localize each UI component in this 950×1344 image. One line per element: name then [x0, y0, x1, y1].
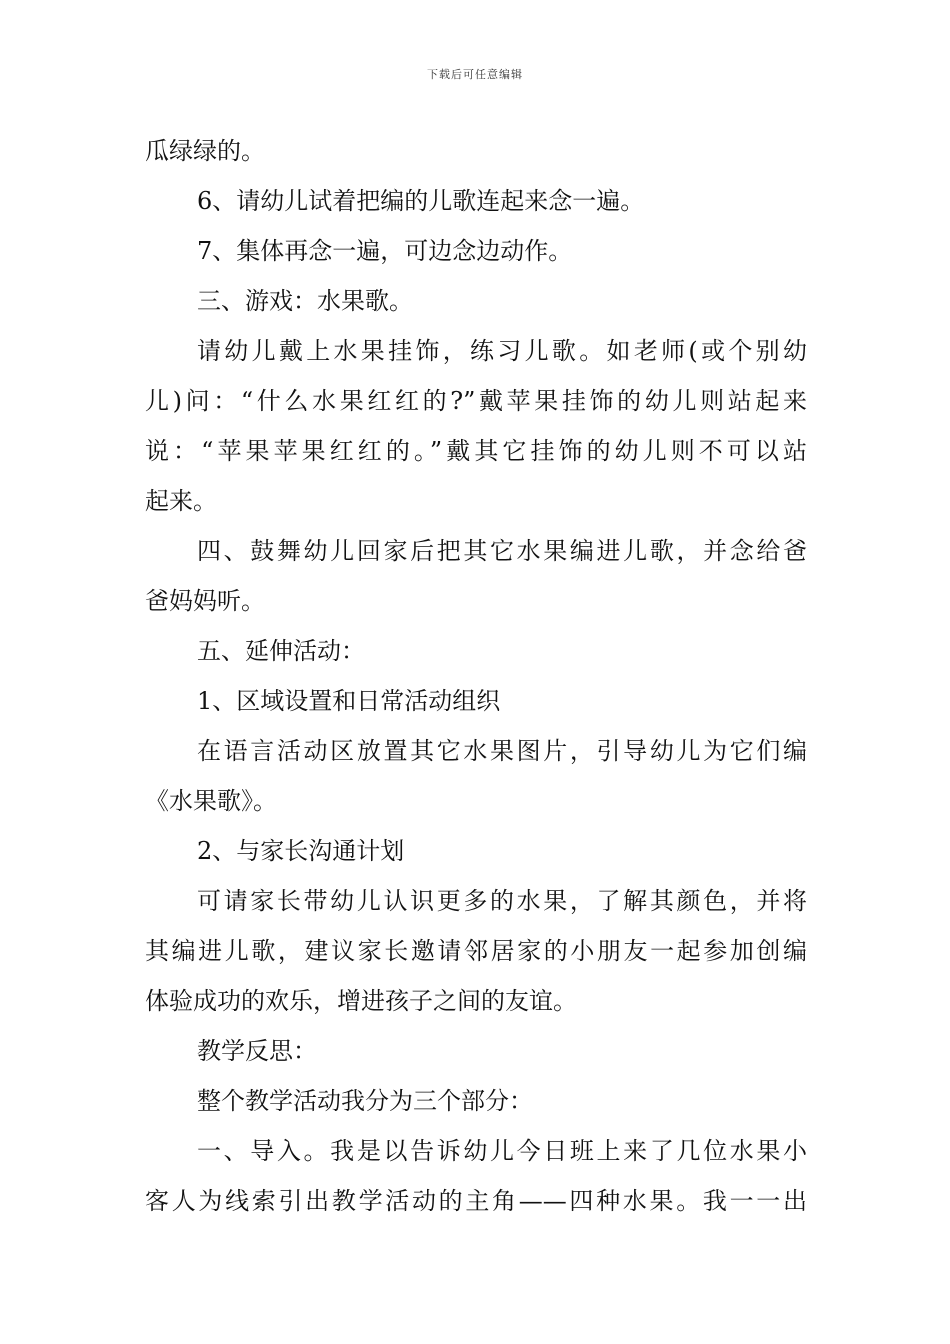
- text-line: 爸妈妈听。: [145, 587, 265, 615]
- text-line: 三、游戏：水果歌。: [197, 287, 413, 315]
- text-line: 整个教学活动我分为三个部分：: [197, 1087, 533, 1115]
- text-line: 可请家长带幼儿认识更多的水果，了解其颜色，并将: [197, 887, 807, 915]
- text-line: 儿)问：“什么水果红红的?”戴苹果挂饰的幼儿则站起来: [145, 387, 807, 415]
- text-line: 说：“苹果苹果红红的。”戴其它挂饰的幼儿则不可以站: [145, 437, 807, 465]
- text-line: 起来。: [145, 487, 217, 515]
- text-line: 教学反思：: [197, 1037, 317, 1065]
- document-body: [145, 126, 807, 1226]
- text-line: 瓜绿绿的。: [145, 137, 265, 165]
- text-line: 客人为线索引出教学活动的主角——四种水果。我一一出: [145, 1187, 807, 1215]
- text-line: 一、导入。我是以告诉幼儿今日班上来了几位水果小: [197, 1137, 807, 1165]
- text-line: 2、与家长沟通计划: [197, 837, 405, 865]
- text-line: 体验成功的欢乐，增进孩子之间的友谊。: [145, 987, 577, 1015]
- text-line: 请幼儿戴上水果挂饰，练习儿歌。如老师(或个别幼: [197, 337, 807, 365]
- text-line: 1、区域设置和日常活动组织: [197, 687, 501, 715]
- text-line: 《水果歌》。: [145, 787, 277, 815]
- text-line: 在语言活动区放置其它水果图片，引导幼儿为它们编: [197, 737, 807, 765]
- text-line: 7、集体再念一遍，可边念边动作。: [197, 237, 573, 265]
- text-line: 五、延伸活动：: [197, 637, 365, 665]
- text-line: 其编进儿歌，建议家长邀请邻居家的小朋友一起参加创编: [145, 937, 807, 965]
- text-line: 6、请幼儿试着把编的儿歌连起来念一遍。: [197, 187, 645, 215]
- page-header: 下载后可任意编辑: [427, 68, 523, 81]
- text-line: 四、鼓舞幼儿回家后把其它水果编进儿歌，并念给爸: [197, 537, 807, 565]
